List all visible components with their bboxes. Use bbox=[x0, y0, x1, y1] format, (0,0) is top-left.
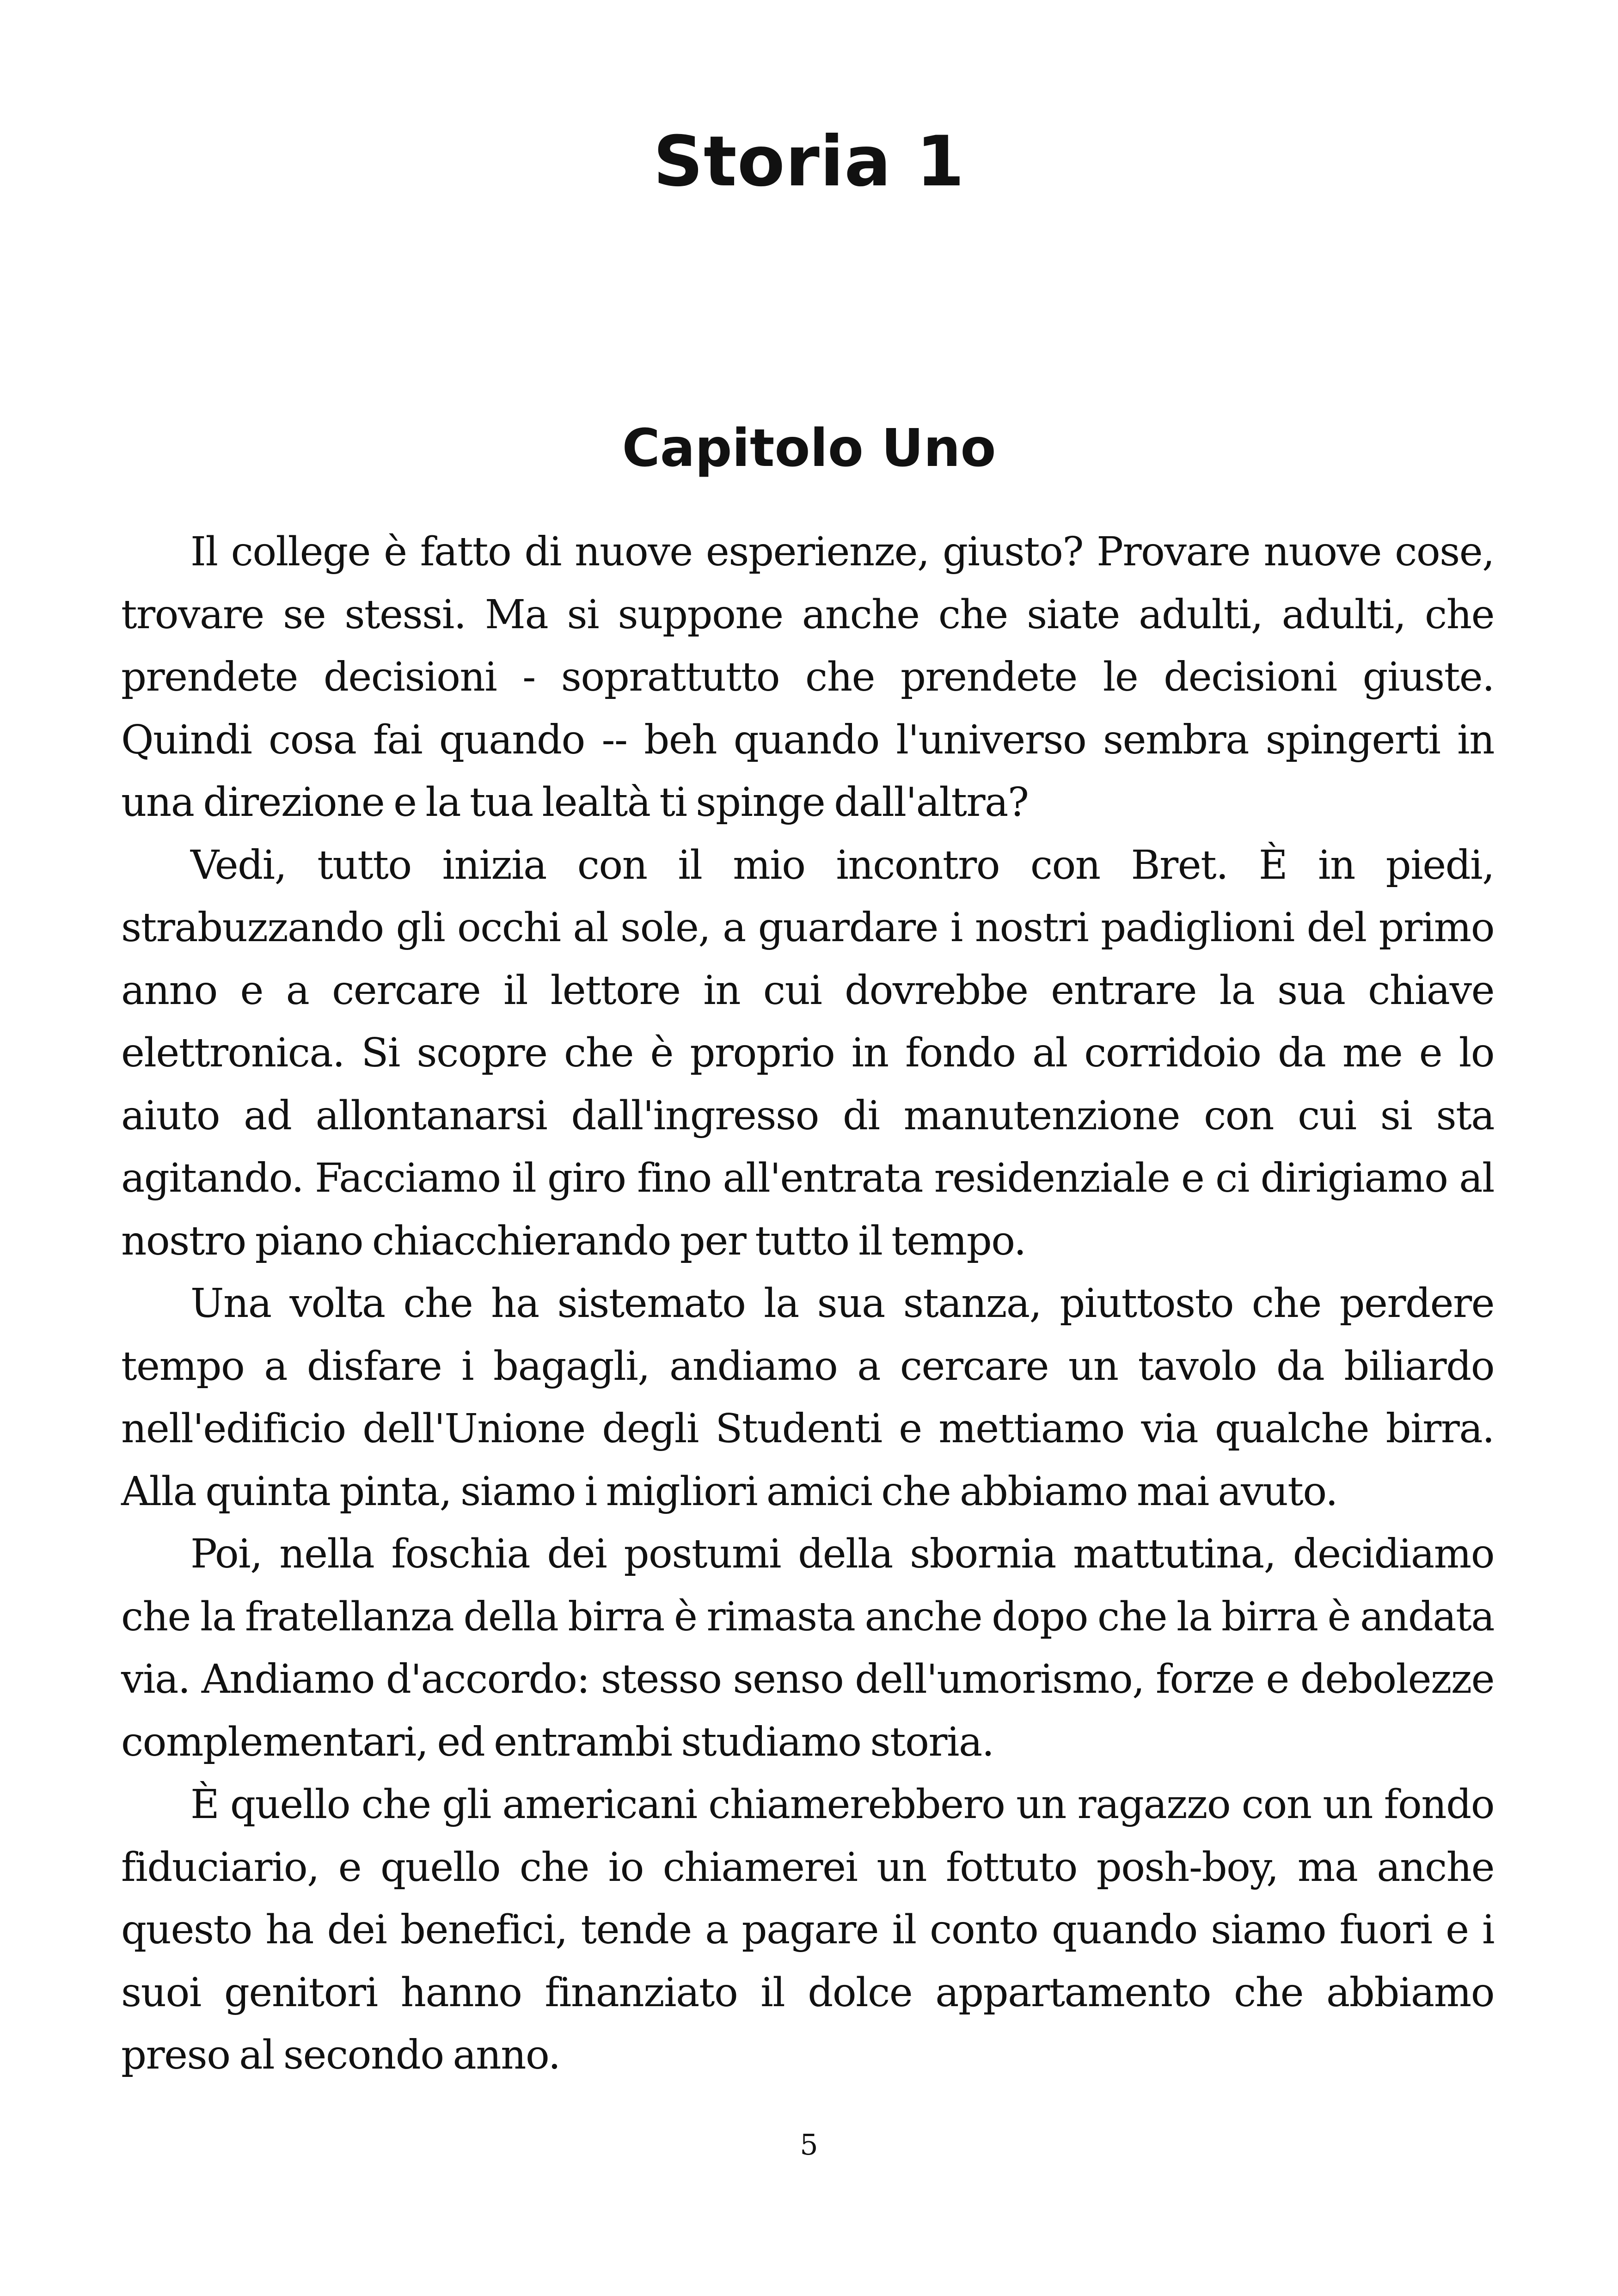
paragraph: Poi, nella foschia dei postumi della sbornia mattutina, decidiamo che la fratellanza della birra è rimasta anche dopo che la birra è andata via. Andiamo d'accordo: stesso senso dell'umorismo, forze e debolezze complementari, ed entrambi studiamo storia. bbox=[121, 1531, 1494, 1765]
paragraph: Vedi, tutto inizia con il mio incontro con Bret. È in piedi, strabuzzando gli occhi al sole, a guardare i nostri padiglioni del primo anno e a cercare il lettore in cui dovrebbe entrare la sua chiave elettronica. Si scopre che è proprio in fondo al corridoio da me e lo aiuto ad allontanarsi dall'ingresso di manutenzione con cui si sta agitando. Facciamo il giro fino all'entrata residenziale e ci dirigiamo al nostro piano chiacchierando per tutto il tempo. bbox=[121, 842, 1494, 1264]
paragraph: È quello che gli americani chiamerebbero un ragazzo con un fondo fiduciario, e quello che io chiamerei un fottuto posh-boy, ma anche questo ha dei benefici, tende a pagare il conto quando siamo fuori e i suoi genitori hanno finanziato il dolce appartamento che abbiamo preso al secondo anno. bbox=[121, 1782, 1494, 2078]
paragraph: Il college è fatto di nuove esperienze, giusto? Provare nuove cose, trovare se stessi. Ma si suppone anche che siate adulti, adulti, che prendete decisioni - soprattutto che prendete le decisioni giuste. Quindi cosa fai quando -- beh quando l'universo sembra spingerti in una direzione e la tua lealtà ti spinge dall'altra? bbox=[121, 529, 1494, 826]
story-title: Storia 1 bbox=[653, 122, 965, 202]
page-number: 5 bbox=[800, 2128, 818, 2161]
chapter-body bbox=[121, 521, 1494, 2087]
chapter-title: Capitolo Uno bbox=[622, 418, 996, 478]
paragraph: Una volta che ha sistemato la sua stanza, piuttosto che perdere tempo a disfare i bagagli, andiamo a cercare un tavolo da biliardo nell'edificio dell'Unione degli Studenti e mettiamo via qualche birra. Alla quinta pinta, siamo i migliori amici che abbiamo mai avuto. bbox=[121, 1280, 1494, 1515]
